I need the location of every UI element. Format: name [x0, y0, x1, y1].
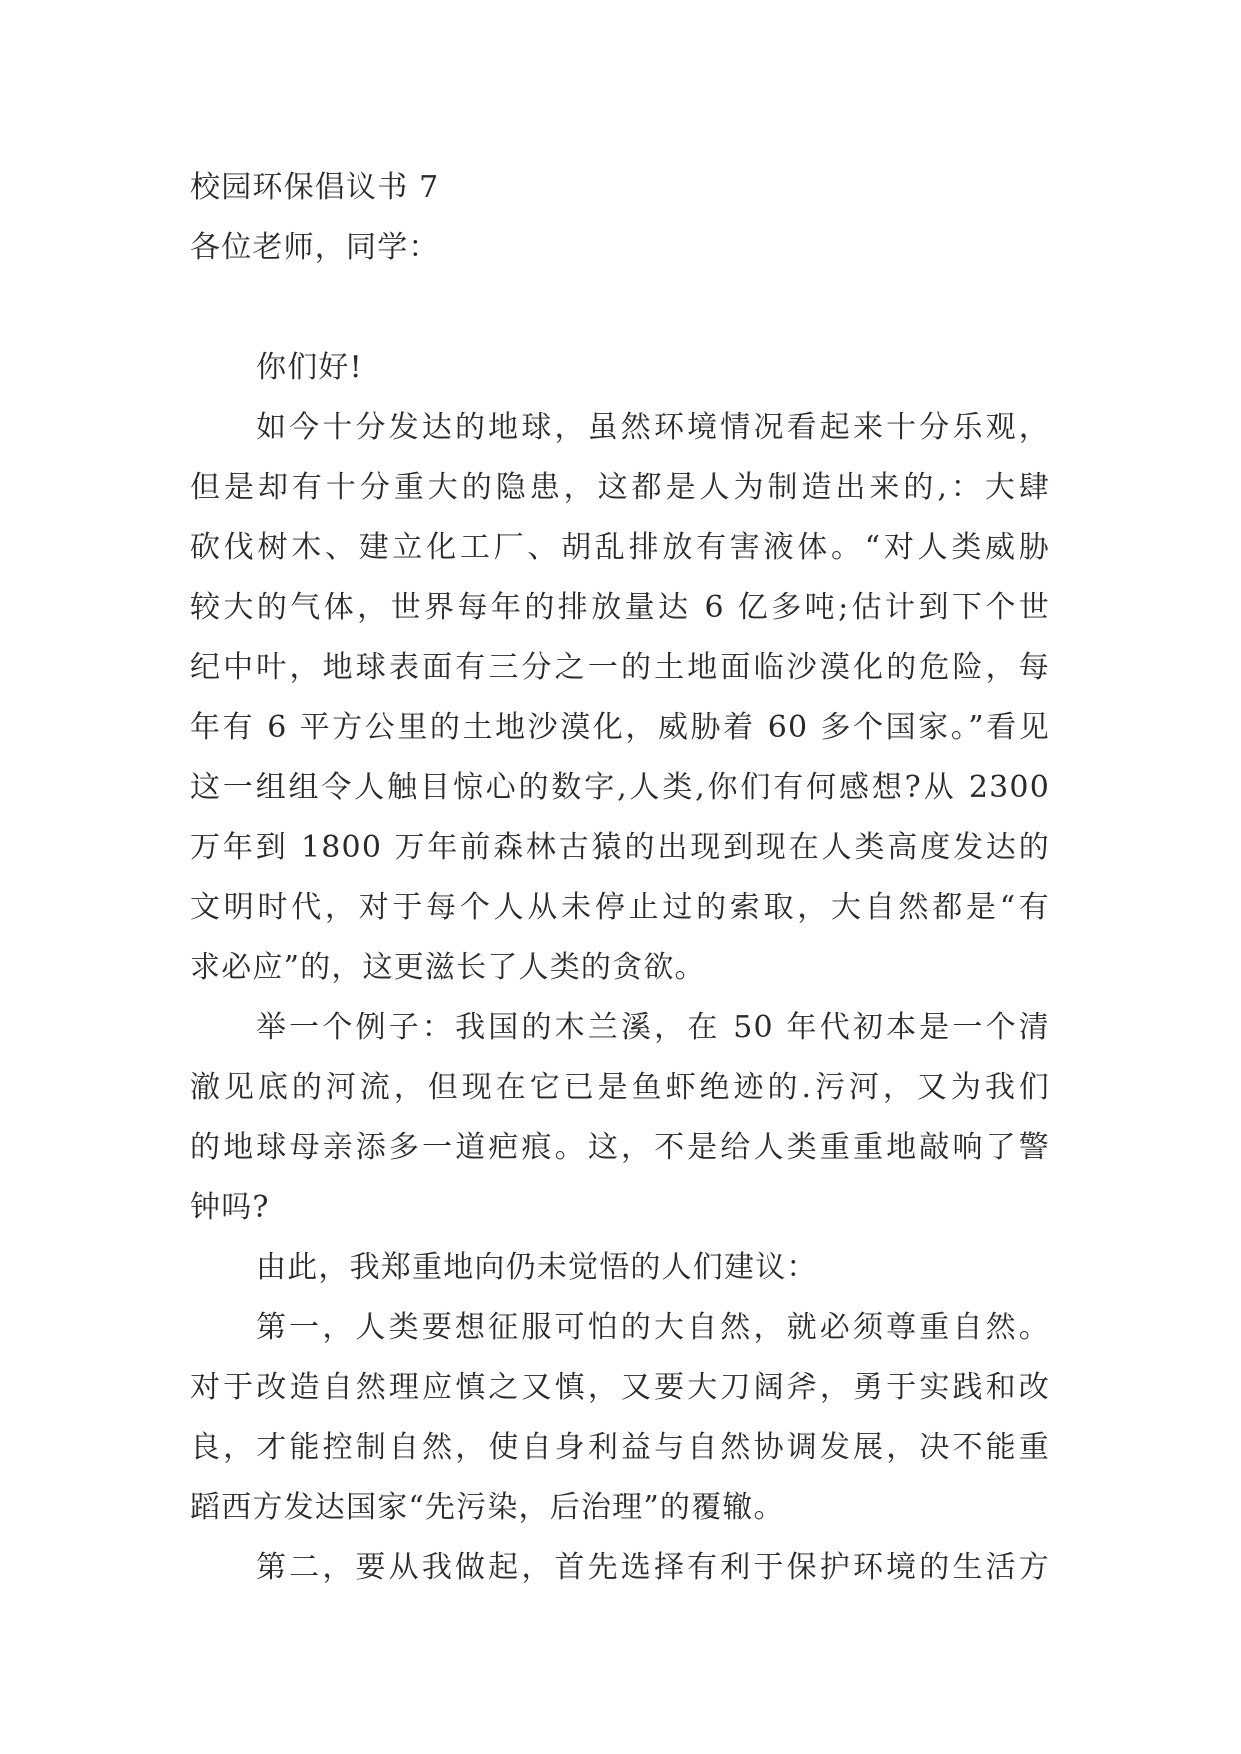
paragraph-line: 对于改造自然理应慎之又慎，又要大刀阔斧，勇于实践和改 — [190, 1370, 1050, 1405]
salutation: 各位老师，同学： — [190, 230, 440, 265]
paragraph-line: 良，才能控制自然，使自身利益与自然协调发展，决不能重 — [190, 1430, 1050, 1465]
paragraph-line: 澈见底的河流，但现在它已是鱼虾绝迹的.污河，又为我们 — [190, 1070, 1050, 1105]
paragraph-line: 如今十分发达的地球，虽然环境情况看起来十分乐观， — [256, 410, 1050, 445]
paragraph-line: 由此，我郑重地向仍未觉悟的人们建议： — [256, 1250, 818, 1285]
paragraph-proposal-two — [190, 1538, 1050, 1598]
document-title: 校园环保倡议书 7 — [190, 170, 440, 205]
paragraph-line: 第二，要从我做起，首先选择有利于保护环境的生活方 — [256, 1550, 1050, 1585]
paragraph-line: 举一个例子：我国的木兰溪，在 50 年代初本是一个清 — [256, 1010, 1050, 1045]
paragraph-mulan-river — [190, 998, 1050, 1238]
paragraph-line: 较大的气体，世界每年的排放量达 6 亿多吨;估计到下个世 — [190, 590, 1050, 625]
paragraph-line: 钟吗? — [190, 1190, 270, 1225]
document-body — [190, 158, 1050, 1598]
paragraph-line: 的地球母亲添多一道疤痕。这，不是给人类重重地敲响了警 — [190, 1130, 1050, 1165]
paragraph-line: 这一组组令人触目惊心的数字,人类,你们有何感想?从 2300 — [190, 770, 1050, 805]
paragraph-earth-crisis — [190, 398, 1050, 998]
paragraph-line: 你们好! — [256, 350, 363, 385]
paragraph-line: 第一，人类要想征服可怕的大自然，就必须尊重自然。 — [256, 1310, 1050, 1345]
paragraph-proposal-one — [190, 1298, 1050, 1538]
paragraph-line: 年有 6 平方公里的土地沙漠化，威胁着 60 多个国家。”看见 — [190, 710, 1050, 745]
paragraph-line: 砍伐树木、建立化工厂、胡乱排放有害液体。“对人类威胁 — [190, 530, 1050, 565]
paragraph-line: 但是却有十分重大的隐患，这都是人为制造出来的,：大肆 — [190, 470, 1050, 505]
paragraph-line: 蹈西方发达国家“先污染，后治理”的覆辙。 — [190, 1490, 785, 1525]
paragraph-line: 万年到 1800 万年前森林古猿的出现到现在人类高度发达的 — [190, 830, 1050, 865]
paragraph-line: 纪中叶，地球表面有三分之一的土地面临沙漠化的危险，每 — [190, 650, 1050, 685]
paragraph-greeting — [190, 338, 1050, 398]
paragraph-line: 求必应”的，这更滋长了人类的贪欲。 — [190, 950, 706, 985]
paragraph-proposal-intro — [190, 1238, 1050, 1298]
paragraph-line: 文明时代，对于每个人从未停止过的索取，大自然都是“有 — [190, 890, 1050, 925]
